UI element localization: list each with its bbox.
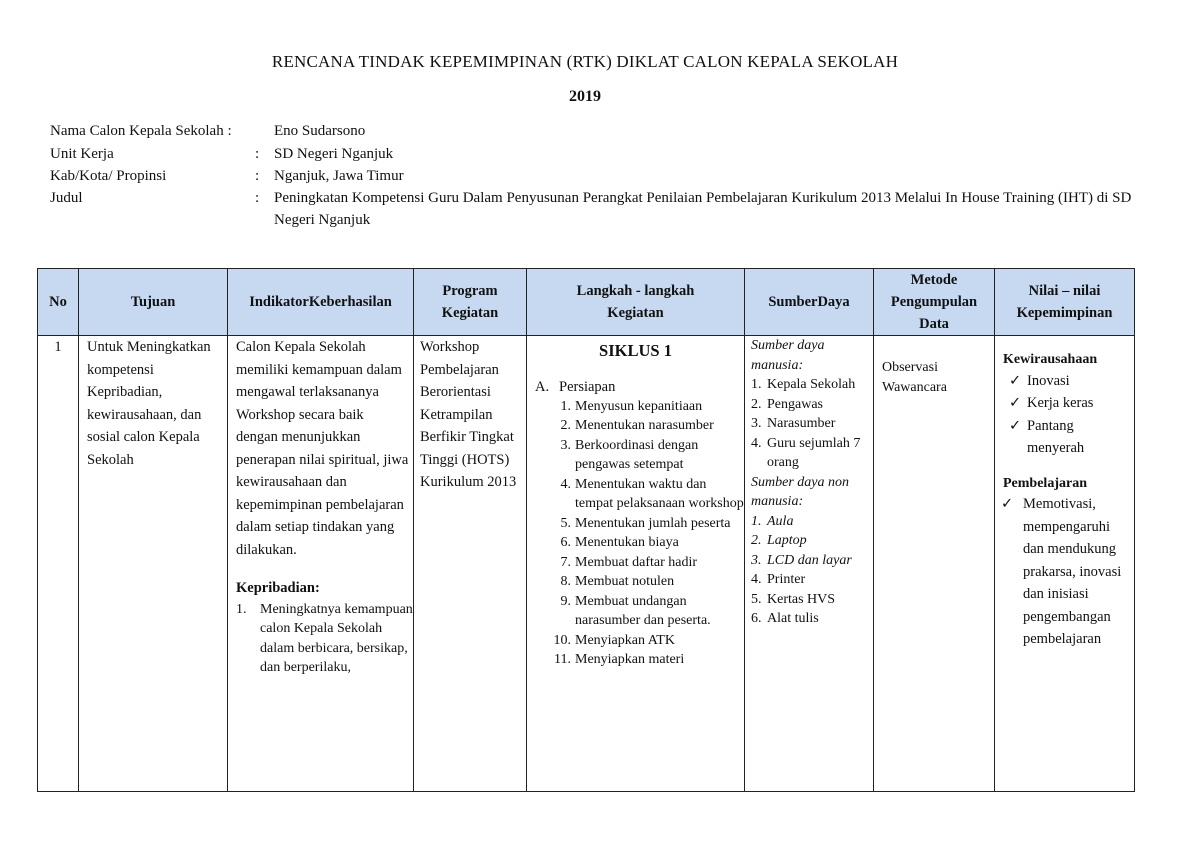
header-langkah: Langkah - langkah Kegiatan	[527, 269, 745, 336]
list-text: Printer	[767, 572, 806, 587]
list-text: Meningkatnya kemampuan calon Kepala Sekolah dalam berbicara, bersikap, dan berperilaku,	[260, 601, 413, 675]
sumber-non-list	[751, 512, 869, 629]
tujuan-text: Untuk Meningkatkan kompetensi Kepribadian, kewirausahaan, dan sosial calon Kepala Sekolah	[87, 339, 211, 468]
list-item	[751, 395, 869, 415]
list-text: Aula	[767, 513, 794, 529]
langkah-list	[527, 397, 744, 670]
list-number: 4.	[560, 476, 571, 492]
list-item	[551, 397, 744, 417]
list-text: Alat tulis	[767, 611, 819, 626]
cell-indikator	[228, 336, 414, 792]
header-nilai: Nilai – nilai Kepemimpinan	[995, 269, 1135, 336]
cell-langkah	[527, 336, 745, 792]
meta-label: Unit Kerja	[50, 146, 114, 162]
list-number: 2.	[751, 533, 762, 548]
cell-nilai	[995, 336, 1135, 792]
list-number: 1.	[751, 377, 762, 392]
list-item	[751, 570, 869, 590]
list-text: Kertas HVS	[767, 591, 836, 607]
metode-observasi: Observasi	[882, 360, 938, 375]
sumber-non-label: Sumber daya non manusia:	[751, 474, 849, 509]
check-icon: ✓	[1009, 395, 1022, 411]
list-item	[751, 609, 869, 629]
list-number: 1.	[560, 398, 571, 414]
list-item	[751, 434, 869, 473]
list-item	[751, 531, 869, 551]
list-number: 7.	[560, 554, 571, 570]
kepribadian-title: Kepribadian:	[236, 580, 320, 596]
list-item	[751, 375, 869, 395]
list-text: LCD dan layar	[767, 552, 852, 568]
list-item	[551, 631, 744, 651]
list-number: 2.	[560, 418, 571, 433]
check-icon: ✓	[1001, 496, 1014, 512]
list-text: Menyiapkan ATK	[575, 632, 675, 648]
check-icon: ✓	[1009, 417, 1022, 434]
meta-label: Kab/Kota/ Propinsi	[50, 168, 167, 184]
header-tujuan: Tujuan	[79, 269, 228, 336]
document-title: RENCANA TINDAK KEPEMIMPINAN (RTK) DIKLAT CALON KEPALA SEKOLAH	[271, 52, 899, 71]
list-text: Membuat daftar hadir	[575, 554, 698, 570]
list-item	[551, 553, 744, 573]
header-program: Program Kegiatan	[414, 269, 527, 336]
list-item	[1007, 415, 1130, 460]
list-number: 1.	[236, 601, 247, 617]
list-text: Membuat undangan narasumber dan peserta.	[575, 593, 711, 628]
list-item	[551, 475, 744, 514]
list-number: 10.	[553, 632, 571, 648]
list-number: 8.	[560, 574, 571, 589]
meta-colon: :	[255, 190, 260, 206]
list-number: 11.	[554, 652, 571, 667]
kepribadian-list	[228, 600, 413, 678]
list-number: 6.	[560, 535, 571, 550]
cell-program	[414, 336, 527, 792]
list-number: 4.	[751, 435, 762, 451]
row-number: 1	[54, 339, 62, 355]
list-text: Kepala Sekolah	[767, 377, 856, 392]
header-indikator: IndikatorKeberhasilan	[228, 269, 414, 336]
kewirausahaan-title: Kewirausahaan	[1003, 352, 1098, 367]
document-year: 2019	[569, 88, 601, 105]
cell-no	[38, 336, 79, 792]
list-item	[551, 592, 744, 631]
persiapan-heading	[527, 377, 744, 397]
header-metode: Metode Pengumpulan Data	[874, 269, 995, 336]
list-number: 3.	[751, 416, 762, 431]
check-icon: ✓	[1009, 372, 1022, 389]
pembelajaran-title: Pembelajaran	[1003, 475, 1087, 491]
list-text: Berkoordinasi dengan pengawas setempat	[575, 437, 699, 472]
list-item	[551, 416, 744, 436]
list-text: Menentukan biaya	[575, 535, 679, 550]
table-header-row	[38, 269, 1135, 336]
meta-value: Eno Sudarsono	[274, 123, 366, 139]
meta-label: Nama Calon Kepala Sekolah :	[50, 123, 232, 139]
list-number: 2.	[751, 396, 762, 412]
persiapan-mark: A.	[535, 378, 550, 395]
list-item	[551, 533, 744, 553]
list-text: Laptop	[767, 533, 807, 548]
list-text: Membuat notulen	[575, 574, 675, 589]
persiapan-label: Persiapan	[559, 378, 616, 395]
list-text: Memotivasi, mempengaruhi dan mendukung prakarsa, inovasi dan inisiasi pengembangan pembelajaran	[1023, 496, 1122, 647]
siklus-title: SIKLUS 1	[599, 341, 672, 360]
list-text: Pantang menyerah	[1027, 417, 1085, 456]
list-text: Kerja keras	[1027, 395, 1094, 411]
list-item	[236, 600, 413, 678]
list-item	[551, 514, 744, 534]
cell-tujuan	[79, 336, 228, 792]
sumber-manusia-list	[751, 375, 869, 473]
meta-value: SD Negeri Nganjuk	[274, 146, 394, 162]
list-item	[551, 650, 744, 670]
list-item	[1003, 493, 1130, 651]
list-item	[751, 551, 869, 571]
list-number: 3.	[560, 437, 571, 453]
cell-sumber	[745, 336, 874, 792]
list-number: 1.	[751, 513, 762, 529]
header-sumber: SumberDaya	[745, 269, 874, 336]
list-number: 5.	[560, 515, 571, 531]
list-item	[551, 572, 744, 592]
meta-value: Peningkatan Kompetensi Guru Dalam Penyusunan Perangkat Penilaian Pembelajaran Kurikulum 2013 Melalui In House Training (IHT) di SD Negeri Nganjuk	[274, 190, 1132, 228]
list-text: Menentukan narasumber	[575, 418, 714, 433]
sumber-manusia-label: Sumber daya manusia:	[751, 338, 825, 373]
header-no: No	[38, 269, 79, 336]
list-number: 9.	[560, 593, 571, 609]
list-text: Guru sejumlah 7 orang	[767, 435, 861, 470]
list-number: 4.	[751, 572, 762, 587]
list-text: Menyiapkan materi	[575, 652, 685, 667]
meta-colon: :	[255, 168, 260, 184]
program-text: Workshop Pembelajaran Berorientasi Ketrampilan Berfikir Tingkat Tinggi (HOTS) Kurikulum 2013	[420, 339, 517, 490]
list-text: Menentukan jumlah peserta	[575, 515, 731, 531]
cell-metode	[874, 336, 995, 792]
list-item	[1007, 392, 1130, 415]
list-number: 6.	[751, 611, 762, 626]
list-text: Narasumber	[767, 416, 836, 431]
meta-value: Nganjuk, Jawa Timur	[274, 168, 404, 184]
kewirausahaan-list	[1003, 370, 1130, 460]
list-text: Pengawas	[767, 396, 823, 412]
list-item	[1007, 370, 1130, 393]
meta-label: Judul	[50, 190, 83, 206]
list-item	[751, 512, 869, 532]
meta-colon: :	[255, 146, 260, 162]
indikator-text: Calon Kepala Sekolah memiliki kemampuan dalam mengawal terlaksananya Workshop secara baik dengan menunjukkan penerapan nilai spiritual, jiwa kewirausahaan dan kepemimpinan pembelajaran dalam setiap tindakan yang dilakukan.	[236, 339, 409, 558]
rtk-table	[37, 268, 1135, 792]
pembelajaran-list	[1003, 493, 1130, 651]
list-number: 5.	[751, 591, 762, 607]
table-row	[38, 336, 1135, 792]
metode-wawancara: Wawancara	[882, 379, 947, 395]
list-item	[751, 414, 869, 434]
list-item	[551, 436, 744, 475]
list-text: Inovasi	[1027, 372, 1070, 389]
list-text: Menyusun kepanitiaan	[575, 398, 703, 414]
list-item	[751, 590, 869, 610]
list-text: Menentukan waktu dan tempat pelaksanaan workshop	[575, 476, 744, 511]
list-number: 3.	[751, 552, 762, 568]
